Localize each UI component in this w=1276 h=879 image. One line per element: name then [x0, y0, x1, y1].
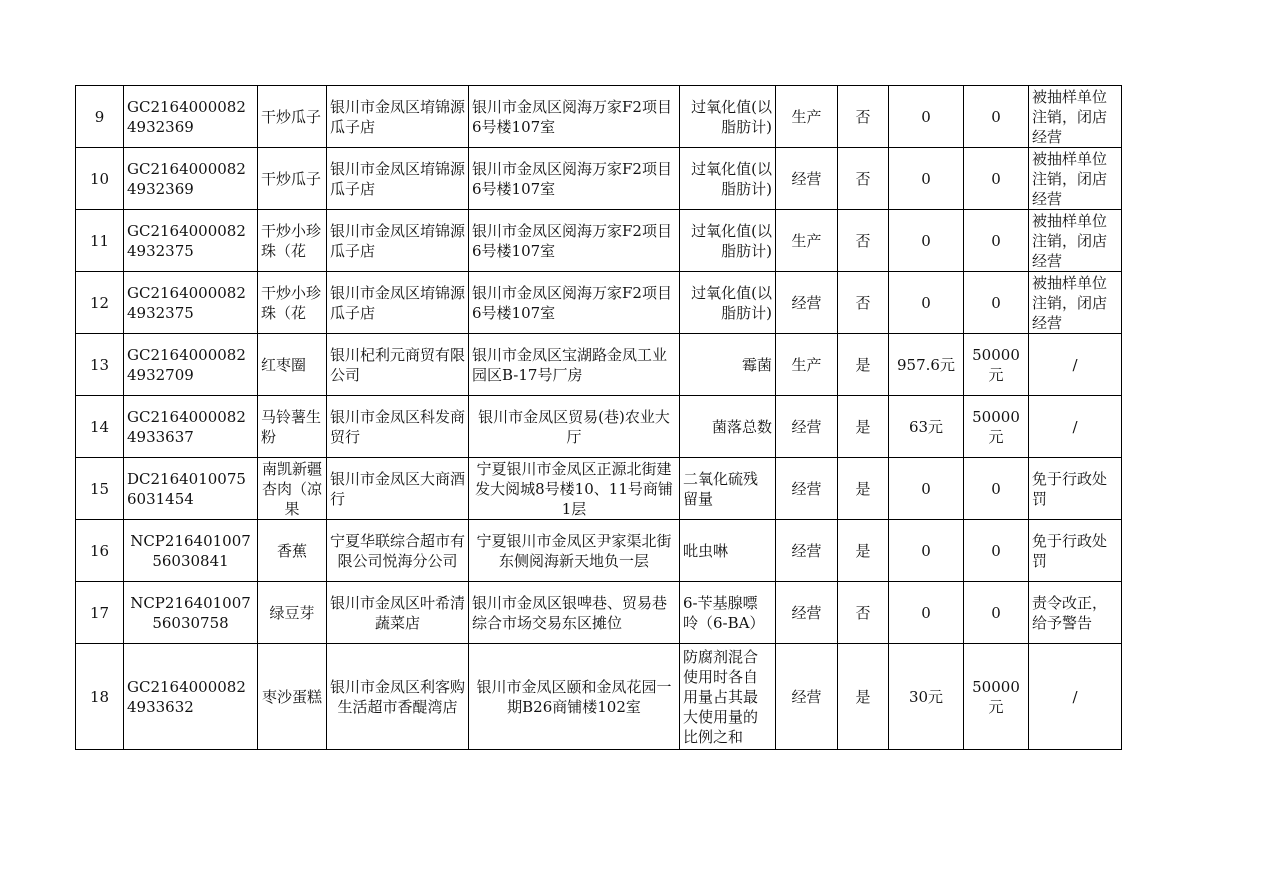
penalty-flag: 否 — [838, 272, 889, 334]
table-body — [76, 86, 1122, 750]
sample-code: GC21640000824932375 — [124, 272, 258, 334]
food-name: 马铃薯生粉 — [258, 396, 327, 458]
failed-item: 防腐剂混合使用时各自用量占其最大使用量的比例之和 — [680, 644, 776, 750]
handling-result: 免于行政处罚 — [1029, 458, 1122, 520]
failed-item: 吡虫啉 — [680, 520, 776, 582]
fine-amount: 0 — [964, 272, 1029, 334]
sampling-stage: 生产 — [776, 86, 838, 148]
sampled-unit: 宁夏华联综合超市有限公司悦海分公司 — [327, 520, 469, 582]
sampling-stage: 经营 — [776, 396, 838, 458]
penalty-flag: 否 — [838, 86, 889, 148]
row-index: 17 — [76, 582, 124, 644]
sampled-unit: 银川市金凤区堉锦源瓜子店 — [327, 210, 469, 272]
sample-code: DC21640100756031454 — [124, 458, 258, 520]
food-name: 干炒小珍珠（花 — [258, 210, 327, 272]
food-name: 干炒瓜子 — [258, 86, 327, 148]
failed-item: 过氧化值(以脂肪计) — [680, 272, 776, 334]
sample-code: GC21640000824933632 — [124, 644, 258, 750]
unit-address: 银川市金凤区银啤巷、贸易巷综合市场交易东区摊位 — [469, 582, 680, 644]
sampling-stage: 经营 — [776, 458, 838, 520]
food-name: 干炒小珍珠（花 — [258, 272, 327, 334]
penalty-flag: 是 — [838, 644, 889, 750]
unit-address: 银川市金凤区阅海万家F2项目6号楼107室 — [469, 272, 680, 334]
goods-value: 0 — [889, 148, 964, 210]
unit-address: 宁夏银川市金凤区尹家渠北街东侧阅海新天地负一层 — [469, 520, 680, 582]
goods-value: 0 — [889, 210, 964, 272]
goods-value: 0 — [889, 520, 964, 582]
handling-result: 被抽样单位注销，闭店经营 — [1029, 86, 1122, 148]
table-row — [76, 272, 1122, 334]
sampled-unit: 银川市金凤区叶希清蔬菜店 — [327, 582, 469, 644]
fine-amount: 0 — [964, 458, 1029, 520]
penalty-flag: 是 — [838, 334, 889, 396]
row-index: 10 — [76, 148, 124, 210]
food-name: 枣沙蛋糕 — [258, 644, 327, 750]
table-row — [76, 520, 1122, 582]
unit-address: 银川市金凤区阅海万家F2项目6号楼107室 — [469, 148, 680, 210]
sampled-unit: 银川市金凤区堉锦源瓜子店 — [327, 148, 469, 210]
table-row — [76, 334, 1122, 396]
handling-result: / — [1029, 334, 1122, 396]
table-row — [76, 458, 1122, 520]
failed-item: 二氧化硫残留量 — [680, 458, 776, 520]
handling-result: 被抽样单位注销，闭店经营 — [1029, 272, 1122, 334]
sampling-stage: 生产 — [776, 334, 838, 396]
row-index: 12 — [76, 272, 124, 334]
sampled-unit: 银川市金凤区堉锦源瓜子店 — [327, 272, 469, 334]
sample-code: NCP21640100756030758 — [124, 582, 258, 644]
unit-address: 银川市金凤区宝湖路金凤工业园区B-17号厂房 — [469, 334, 680, 396]
fine-amount: 0 — [964, 86, 1029, 148]
sampling-stage: 经营 — [776, 582, 838, 644]
unit-address: 银川市金凤区颐和金凤花园一期B26商铺楼102室 — [469, 644, 680, 750]
penalty-flag: 否 — [838, 148, 889, 210]
fine-amount: 0 — [964, 520, 1029, 582]
penalty-flag: 否 — [838, 210, 889, 272]
food-name: 红枣圈 — [258, 334, 327, 396]
row-index: 14 — [76, 396, 124, 458]
food-name: 绿豆芽 — [258, 582, 327, 644]
penalty-flag: 是 — [838, 396, 889, 458]
row-index: 9 — [76, 86, 124, 148]
row-index: 15 — [76, 458, 124, 520]
sampled-unit: 银川市金凤区堉锦源瓜子店 — [327, 86, 469, 148]
handling-result: / — [1029, 396, 1122, 458]
sample-code: GC21640000824932709 — [124, 334, 258, 396]
sampling-stage: 经营 — [776, 644, 838, 750]
handling-result: 被抽样单位注销，闭店经营 — [1029, 148, 1122, 210]
fine-amount: 50000元 — [964, 396, 1029, 458]
sampled-unit: 银川杞利元商贸有限公司 — [327, 334, 469, 396]
goods-value: 63元 — [889, 396, 964, 458]
row-index: 16 — [76, 520, 124, 582]
sampling-stage: 经营 — [776, 520, 838, 582]
goods-value: 957.6元 — [889, 334, 964, 396]
failed-item: 过氧化值(以脂肪计) — [680, 148, 776, 210]
sample-code: GC21640000824932375 — [124, 210, 258, 272]
handling-result: 责令改正，给予警告 — [1029, 582, 1122, 644]
fine-amount: 50000元 — [964, 334, 1029, 396]
sampled-unit: 银川市金凤区科发商贸行 — [327, 396, 469, 458]
goods-value: 30元 — [889, 644, 964, 750]
food-name: 香蕉 — [258, 520, 327, 582]
failed-item: 6-苄基腺嘌呤（6-BA） — [680, 582, 776, 644]
fine-amount: 0 — [964, 582, 1029, 644]
penalty-flag: 是 — [838, 520, 889, 582]
goods-value: 0 — [889, 272, 964, 334]
sampling-stage: 生产 — [776, 210, 838, 272]
penalty-flag: 是 — [838, 458, 889, 520]
unit-address: 银川市金凤区贸易(巷)农业大厅 — [469, 396, 680, 458]
unit-address: 银川市金凤区阅海万家F2项目6号楼107室 — [469, 210, 680, 272]
table-row — [76, 582, 1122, 644]
sampled-unit: 银川市金凤区大商酒行 — [327, 458, 469, 520]
table-row — [76, 210, 1122, 272]
handling-result: / — [1029, 644, 1122, 750]
row-index: 13 — [76, 334, 124, 396]
sample-code: GC21640000824932369 — [124, 86, 258, 148]
failed-item: 过氧化值(以脂肪计) — [680, 210, 776, 272]
failed-item: 过氧化值(以脂肪计) — [680, 86, 776, 148]
fine-amount: 50000元 — [964, 644, 1029, 750]
food-name: 南凯新疆杏肉（凉果 — [258, 458, 327, 520]
results-table — [75, 85, 1122, 750]
failed-item: 霉菌 — [680, 334, 776, 396]
goods-value: 0 — [889, 582, 964, 644]
goods-value: 0 — [889, 86, 964, 148]
sample-code: NCP21640100756030841 — [124, 520, 258, 582]
failed-item: 菌落总数 — [680, 396, 776, 458]
handling-result: 免于行政处罚 — [1029, 520, 1122, 582]
sample-code: GC21640000824933637 — [124, 396, 258, 458]
handling-result: 被抽样单位注销，闭店经营 — [1029, 210, 1122, 272]
row-index: 18 — [76, 644, 124, 750]
unit-address: 宁夏银川市金凤区正源北街建发大阅城8号楼10、11号商铺1层 — [469, 458, 680, 520]
penalty-flag: 否 — [838, 582, 889, 644]
table-row — [76, 396, 1122, 458]
sampling-stage: 经营 — [776, 272, 838, 334]
row-index: 11 — [76, 210, 124, 272]
sample-code: GC21640000824932369 — [124, 148, 258, 210]
unit-address: 银川市金凤区阅海万家F2项目6号楼107室 — [469, 86, 680, 148]
sampled-unit: 银川市金凤区利客购生活超市香醍湾店 — [327, 644, 469, 750]
table-row — [76, 644, 1122, 750]
table-row — [76, 86, 1122, 148]
food-name: 干炒瓜子 — [258, 148, 327, 210]
sampling-stage: 经营 — [776, 148, 838, 210]
fine-amount: 0 — [964, 210, 1029, 272]
fine-amount: 0 — [964, 148, 1029, 210]
goods-value: 0 — [889, 458, 964, 520]
table-row — [76, 148, 1122, 210]
